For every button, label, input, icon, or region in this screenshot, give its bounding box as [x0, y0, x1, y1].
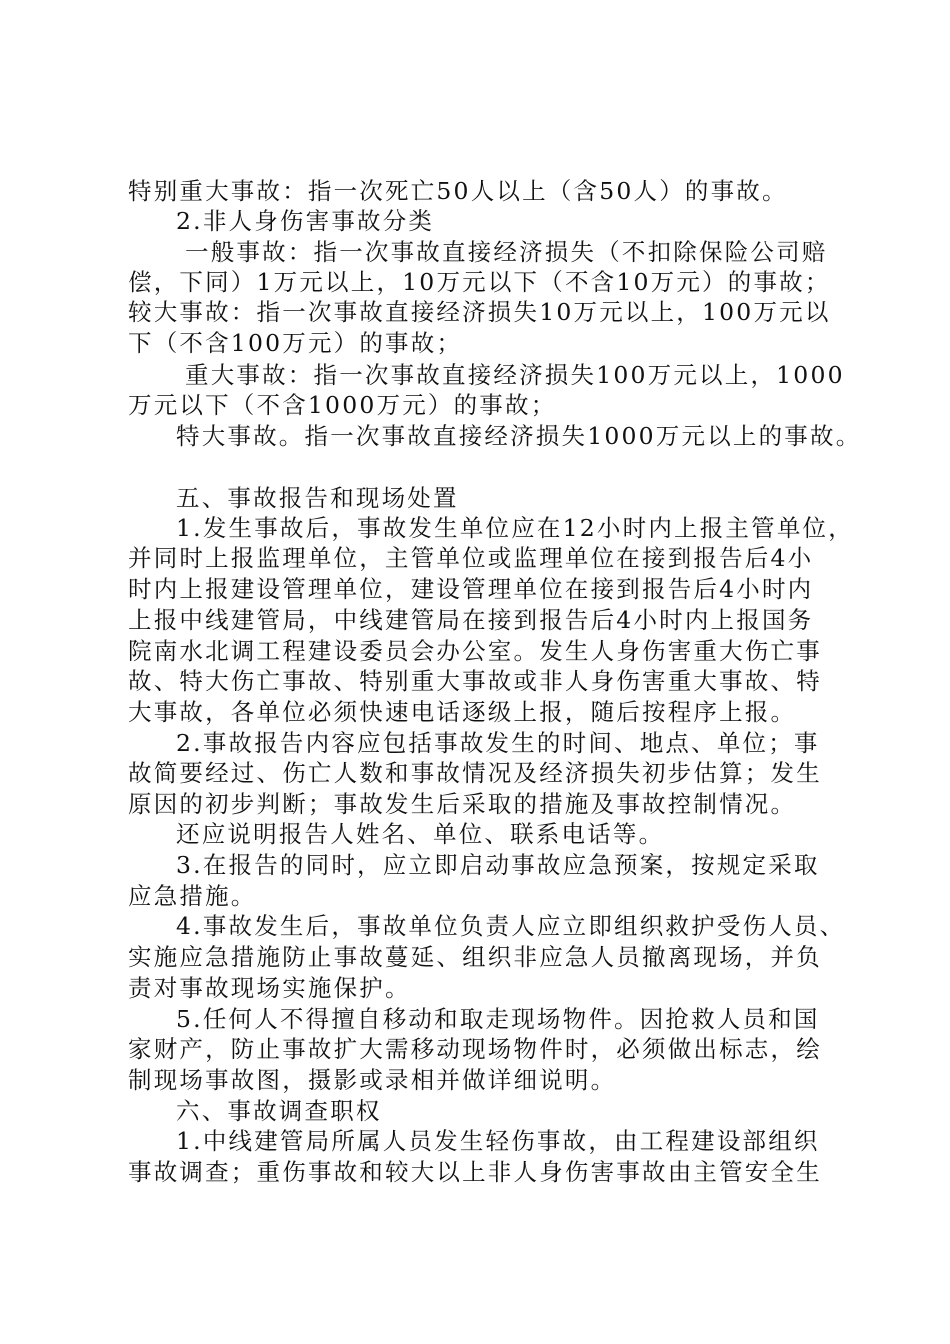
- paragraph-line: 重大事故：指一次事故直接经济损失100万元以上，1000: [185, 361, 845, 389]
- paragraph-line: 一般事故：指一次事故直接经济损失（不扣除保险公司赔: [185, 238, 828, 266]
- paragraph-line: 偿，下同）1万元以上，10万元以下（不含10万元）的事故；: [128, 268, 831, 296]
- paragraph-line: 事故调查；重伤事故和较大以上非人身伤害事故由主管安全生: [128, 1158, 822, 1186]
- paragraph-line: 院南水北调工程建设委员会办公室。发生人身伤害重大伤亡事: [128, 637, 822, 665]
- paragraph-line: 并同时上报监理单位，主管单位或监理单位在接到报告后4小: [128, 544, 814, 572]
- paragraph-line: 家财产，防止事故扩大需移动现场物件时，必须做出标志，绘: [128, 1035, 822, 1063]
- paragraph-line: 故简要经过、伤亡人数和事故情况及经济损失初步估算；发生: [128, 759, 822, 787]
- paragraph-line: 大事故，各单位必须快速电话逐级上报，随后按程序上报。: [128, 698, 797, 726]
- paragraph-line: 特大事故。指一次事故直接经济损失1000万元以上的事故。: [176, 422, 862, 450]
- paragraph-line: 4.事故发生后，事故单位负责人应立即组织救护受伤人员、: [176, 912, 846, 940]
- paragraph-line: 较大事故：指一次事故直接经济损失10万元以上，100万元以: [128, 298, 831, 326]
- paragraph-line: 责对事故现场实施保护。: [128, 974, 411, 1002]
- paragraph-line: 万元以下（不含1000万元）的事故；: [128, 391, 557, 419]
- paragraph-line: 上报中线建管局，中线建管局在接到报告后4小时内上报国务: [128, 606, 814, 634]
- section-subheading: 2.非人身伤害事故分类: [176, 207, 435, 235]
- paragraph-line: 1.中线建管局所属人员发生轻伤事故，由工程建设部组织: [176, 1127, 820, 1155]
- paragraph-line: 制现场事故图，摄影或录相并做详细说明。: [128, 1066, 617, 1094]
- paragraph-line: 3.在报告的同时，应立即启动事故应急预案，按规定采取: [176, 851, 820, 879]
- paragraph-line: 还应说明报告人姓名、单位、联系电话等。: [176, 820, 665, 848]
- paragraph-line: 时内上报建设管理单位，建设管理单位在接到报告后4小时内: [128, 575, 814, 603]
- section-heading: 五、事故报告和现场处置: [176, 484, 459, 512]
- paragraph-line: 5.任何人不得擅自移动和取走现场物件。因抢救人员和国: [176, 1005, 820, 1033]
- paragraph-line: 下（不含100万元）的事故；: [128, 329, 463, 357]
- paragraph-line: 实施应急措施防止事故蔓延、组织非应急人员撤离现场，并负: [128, 943, 822, 971]
- paragraph-line: 故、特大伤亡事故、特别重大事故或非人身伤害重大事故、特: [128, 667, 822, 695]
- paragraph-line: 特别重大事故：指一次死亡50人以上（含50人）的事故。: [128, 177, 788, 205]
- section-heading: 六、事故调查职权: [176, 1097, 382, 1125]
- paragraph-line: 1.发生事故后，事故发生单位应在12小时内上报主管单位，: [176, 514, 854, 542]
- paragraph-line: 原因的初步判断；事故发生后采取的措施及事故控制情况。: [128, 790, 797, 818]
- paragraph-line: 应急措施。: [128, 882, 257, 910]
- paragraph-line: 2.事故报告内容应包括事故发生的时间、地点、单位；事: [176, 729, 820, 757]
